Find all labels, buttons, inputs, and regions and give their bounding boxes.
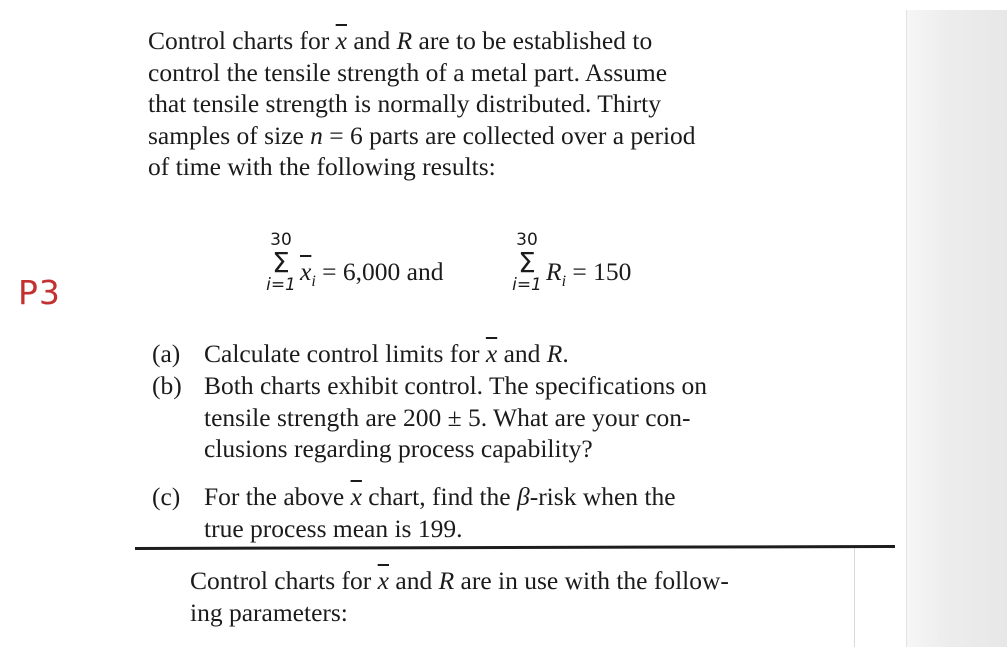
next-problem	[190, 565, 840, 628]
intro-line-1: Control charts for $\overline{x}$ and R are to be established to	[148, 26, 653, 55]
handwritten-margin-note: P3	[18, 273, 61, 312]
sum-1: 30 Σ i=1	[266, 230, 296, 295]
intro-line-4: samples of size n = 6 parts are collected over a period	[148, 120, 696, 150]
intro-line-2: control the tensile strength of a metal part. Assume	[148, 57, 668, 87]
next-line-1: Control charts for $\overline{x}$ and R are in use with the follow-	[190, 566, 729, 595]
separator-rule	[135, 545, 895, 550]
sum-1-term: $\overline{x}_i = 6,000$ and	[300, 257, 444, 291]
problem-intro	[148, 25, 788, 183]
intro-line-3: that tensile strength is normally distributed. Thirty	[148, 89, 662, 118]
page-edge-shadow	[906, 10, 1007, 647]
sum-2: 30 Σ i=1	[512, 230, 542, 295]
next-line-2: ing parameters:	[190, 597, 348, 627]
intro-line-5: of time with the following results:	[148, 152, 496, 181]
column-divider	[854, 545, 855, 647]
sum-2-term: $R_i = 150$	[546, 257, 632, 291]
